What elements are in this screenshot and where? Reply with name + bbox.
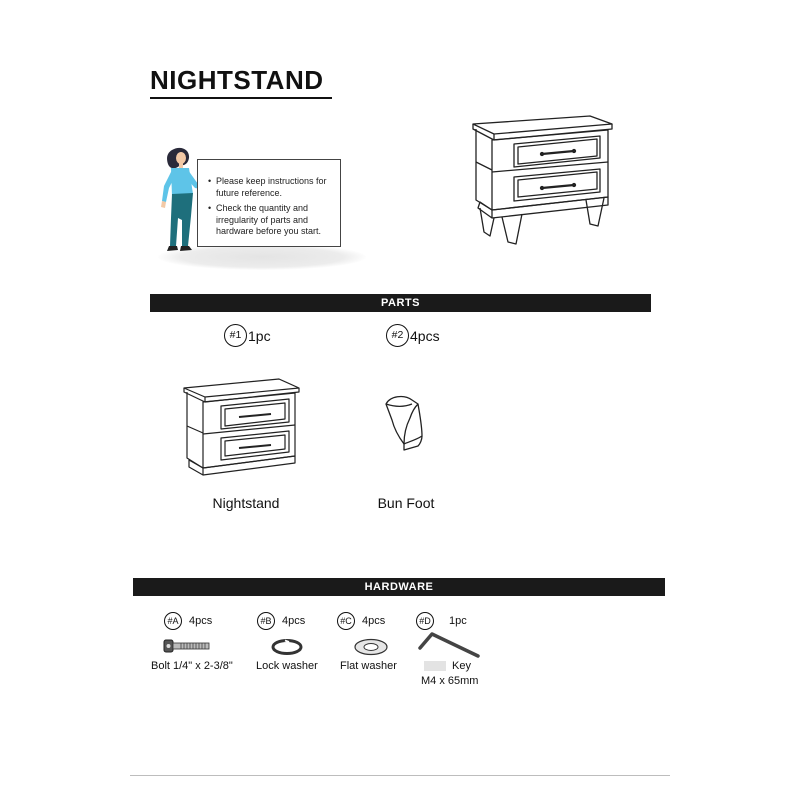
hardware-tag-c xyxy=(337,612,385,630)
hardware-name: Key xyxy=(452,660,471,672)
document-title: NIGHTSTAND xyxy=(150,66,332,99)
part-tag-2 xyxy=(386,324,440,347)
parts-header-bar: PARTS xyxy=(150,294,651,312)
bun-foot-drawing xyxy=(382,392,432,452)
part-name: Nightstand xyxy=(212,495,280,511)
hardware-tag-b xyxy=(257,612,305,630)
hardware-letter-badge: #A xyxy=(164,612,182,630)
lock-washer-icon xyxy=(271,639,303,655)
hardware-quantity: 1pc xyxy=(449,615,467,627)
part-number-badge: #1 xyxy=(224,324,247,347)
nightstand-part-drawing xyxy=(181,376,303,482)
instructions-note-box xyxy=(197,159,341,247)
hardware-header-bar: HARDWARE xyxy=(133,578,665,596)
part-number-badge: #2 xyxy=(386,324,409,347)
hardware-name: Lock washer xyxy=(256,660,318,672)
hardware-tag-d xyxy=(416,612,467,630)
note-item: • Check the quantity and irregularity of parts and hardware before you start. xyxy=(208,203,332,238)
part-tag-1 xyxy=(224,324,271,347)
part-quantity: 4pcs xyxy=(410,327,440,344)
label-redaction-block xyxy=(424,661,446,671)
hardware-letter-badge: #B xyxy=(257,612,275,630)
hardware-tag-a xyxy=(164,612,212,630)
hardware-size: M4 x 65mm xyxy=(421,675,479,687)
flat-washer-icon xyxy=(353,638,389,656)
footer-divider xyxy=(130,775,670,776)
hardware-name: Flat washer xyxy=(340,660,397,672)
part-name: Bun Foot xyxy=(377,495,435,511)
nightstand-drawing xyxy=(468,110,618,260)
note-item: • Please keep instructions for future reference. xyxy=(208,176,332,199)
bolt-icon xyxy=(163,638,213,654)
hardware-letter-badge: #C xyxy=(337,612,355,630)
part-quantity: 1pc xyxy=(248,327,271,344)
hex-key-icon xyxy=(418,630,484,660)
hardware-quantity: 4pcs xyxy=(362,615,386,627)
hardware-letter-badge: #D xyxy=(416,612,434,630)
hardware-quantity: 4pcs xyxy=(189,615,213,627)
hardware-quantity: 4pcs xyxy=(282,615,306,627)
hardware-name: Bolt 1/4" x 2-3/8" xyxy=(151,660,233,672)
